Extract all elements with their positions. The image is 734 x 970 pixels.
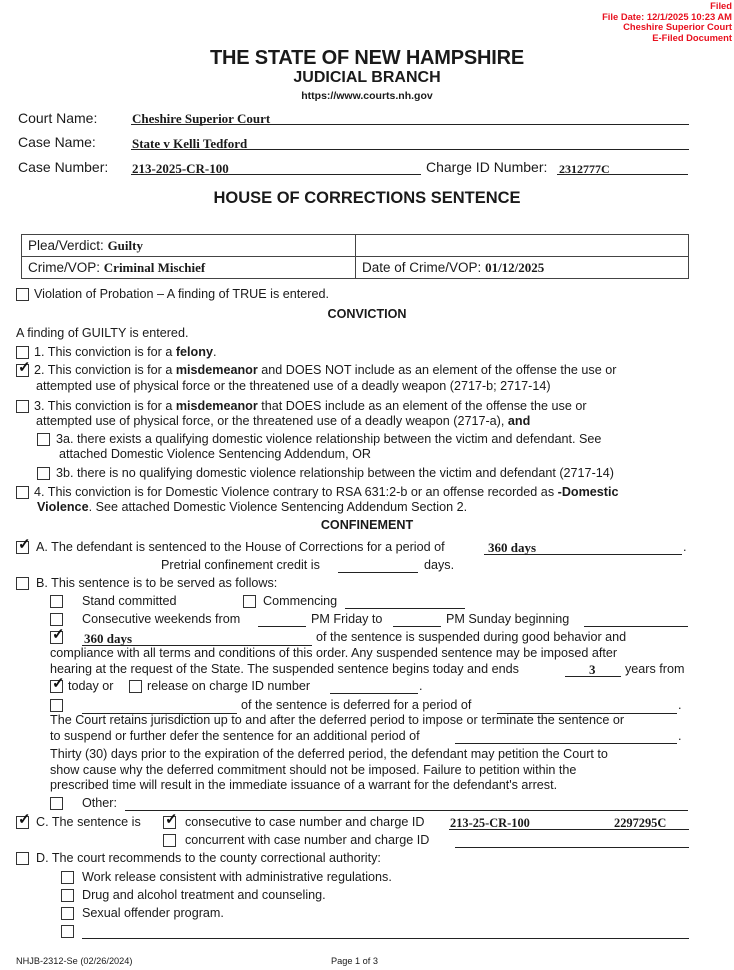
work-release-checkbox[interactable] [61,871,74,884]
from-release-checkbox[interactable] [129,680,142,693]
stand-committed-label: Stand committed [82,594,177,608]
conviction-item-4: 4. This conviction is for Domestic Violence contrary to RSA 631:2-b or an offense recorded as -Domestic [34,485,619,499]
sentence-period-checkbox[interactable] [16,536,31,554]
sentence-c-text: C. The sentence is [36,815,141,829]
consecutive-case-number[interactable]: 213-25-CR-100 [450,816,530,830]
weekends-label-2: PM Friday to [311,612,383,626]
conviction-item-3a-line2: attached Domestic Violence Sentencing Addendum, OR [59,447,372,461]
pretrial-credit-input[interactable] [338,572,418,573]
suspended-text-2: compliance with all terms and conditions of this order. Any suspended sentence may be imposed after [50,646,618,660]
weekend-friday-input[interactable] [258,626,306,627]
checkmark-icon: ✓ [18,536,31,553]
dv-relationship-checkbox[interactable] [37,433,50,446]
conviction-item-4-line2: Violence. See attached Domestic Violence Sentencing Addendum Section 2. [37,500,468,514]
consecutive-label: consecutive to case number and charge ID [185,815,425,829]
period-value[interactable]: 360 days [488,540,537,555]
felony-checkbox[interactable] [16,346,29,359]
suspended-amount[interactable]: 360 days [84,631,133,646]
release-dot: . [419,679,423,693]
served-as-follows-checkbox[interactable] [16,577,29,590]
conviction-item-2: 2. This conviction is for a misdemeanor and DOES NOT include as an element of the offense the use or [34,363,617,377]
sexual-offender-label: Sexual offender program. [82,906,224,920]
deferred-text-6: prescribed time will result in the immediate issuance of a warrant for the defendant's arrest. [50,778,558,792]
misdemeanor-force-checkbox[interactable] [16,400,29,413]
sentence-c-checkbox[interactable] [16,811,31,829]
period-dot: . [683,540,687,554]
empty-cell [356,235,689,257]
case-number-value[interactable]: 213-2025-CR-100 [132,161,229,176]
suspended-checkbox[interactable] [50,626,65,644]
today-label: today or [68,679,114,693]
concurrent-checkbox[interactable] [163,834,176,847]
charge-id-value[interactable]: 2312777C [559,162,610,176]
deferred-checkbox[interactable] [50,699,63,712]
pretrial-label: Pretrial confinement credit is [161,558,320,572]
date-value[interactable]: 01/12/2025 [485,260,545,275]
domestic-violence-checkbox[interactable] [16,486,29,499]
state-heading: THE STATE OF NEW HAMPSHIRE [209,47,525,69]
vop-text: Violation of Probation – A finding of TRUE is entered. [34,287,329,301]
drug-alcohol-checkbox[interactable] [61,889,74,902]
from-today-checkbox[interactable] [50,675,65,693]
crime-cell [22,257,356,279]
additional-period-input[interactable] [455,743,677,744]
other-input[interactable] [125,810,688,811]
suspended-years[interactable]: 3 [589,662,596,677]
form-id: NHJB-2312-Se (02/26/2024) [16,956,133,966]
charge-id-label: Charge ID Number: [426,159,548,175]
case-name-label: Case Name: [18,134,96,150]
conviction-item-2-line2: attempted use of physical force or the threatened use of a deadly weapon (2717-b; 2717-14) [36,379,551,393]
date-of-crime-cell [356,257,689,279]
other-checkbox[interactable] [50,797,63,810]
stamp-filed: Filed [710,0,732,11]
no-dv-relationship-checkbox[interactable] [37,467,50,480]
court-name-value[interactable]: Cheshire Superior Court [132,111,271,126]
deferred-text-3: to suspend or further defer the sentence for an additional period of [50,729,420,743]
weekend-sunday-input[interactable] [393,626,441,627]
deferred-text-5: show cause why the deferred commitment should not be imposed. Failure to petition within the [50,763,577,777]
plea-verdict-table [21,234,689,279]
case-name-value[interactable]: State v Kelli Tedford [132,136,248,151]
plea-value[interactable]: Guilty [107,238,143,253]
sentence-a-text: A. The defendant is sentenced to the House of Corrections for a period of [36,540,445,554]
release-charge-id-input[interactable] [330,693,418,694]
weekend-beginning-input[interactable] [584,626,688,627]
checkmark-icon: ✓ [165,811,178,828]
other-recommendation-checkbox[interactable] [61,925,74,938]
court-name-label: Court Name: [18,110,98,126]
commencing-input[interactable] [345,608,465,609]
concurrent-input[interactable] [455,847,689,848]
conviction-intro: A finding of GUILTY is entered. [16,326,189,340]
date-label: Date of Crime/VOP: [362,260,482,275]
deferred-text-4: Thirty (30) days prior to the expiration of the deferred period, the defendant may petition the Court to [50,747,608,761]
deferred-text-2: The Court retains jurisdiction up to and after the deferred period to impose or terminate the sentence or [50,713,625,727]
commencing-checkbox[interactable] [243,595,256,608]
plea-label: Plea/Verdict: [28,238,104,253]
conviction-item-3a: 3a. there exists a qualifying domestic violence relationship between the victim and defendant. See [56,432,602,446]
other-label: Other: [82,796,117,810]
conviction-heading: CONVICTION [327,307,407,321]
misdemeanor-no-force-checkbox[interactable] [16,359,31,377]
stand-committed-checkbox[interactable] [50,595,63,608]
other-recommendation-input[interactable] [82,938,689,939]
sentence-d-checkbox[interactable] [16,852,29,865]
sentence-d-text: D. The court recommends to the county correctional authority: [36,851,381,865]
commencing-label: Commencing [263,594,338,608]
work-release-label: Work release consistent with administrative regulations. [82,870,392,884]
case-number-label: Case Number: [18,159,109,175]
suspended-text-1: of the sentence is suspended during good behavior and [316,630,627,644]
additional-dot: . [678,729,682,743]
weekends-label-3: PM Sunday beginning [446,612,570,626]
conviction-item-3: 3. This conviction is for a misdemeanor that DOES include as an element of the offense the use or [34,399,587,413]
conviction-item-1: 1. This conviction is for a felony. [34,345,217,359]
checkmark-icon: ✓ [52,626,65,643]
crime-value[interactable]: Criminal Mischief [103,260,206,275]
plea-verdict-cell [22,235,356,257]
suspended-text-3: hearing at the request of the State. The suspended sentence begins today and ends [50,662,519,676]
pretrial-days-label: days. [424,558,455,572]
efiled-stamp [602,1,732,43]
branch-heading: JUDICIAL BRANCH [293,69,441,86]
suspended-text-4: years from [625,662,685,676]
vop-checkbox[interactable] [16,288,29,301]
stamp-efiled: E-Filed Document [652,31,732,43]
consecutive-charge-id[interactable]: 2297295C [614,816,667,830]
checkmark-icon: ✓ [52,675,65,692]
sexual-offender-checkbox[interactable] [61,907,74,920]
document-title: HOUSE OF CORRECTIONS SENTENCE [213,189,521,207]
sentence-b-text: B. This sentence is to be served as follows: [36,576,278,590]
confinement-heading: CONFINEMENT [320,518,414,532]
conviction-item-3-line2: attempted use of physical force, or the threatened use of a deadly weapon (2717-a), and [36,414,531,428]
weekends-label-1: Consecutive weekends from [82,612,241,626]
deferred-dot: . [678,698,682,712]
deferred-text-1: of the sentence is deferred for a period of [241,698,472,712]
checkmark-icon: ✓ [18,359,31,376]
page-number: Page 1 of 3 [331,956,378,966]
concurrent-label: concurrent with case number and charge ID [185,833,430,847]
conviction-item-3b: 3b. there is no qualifying domestic violence relationship between the victim and defendant (2717-14) [56,466,614,480]
stamp-court: Cheshire Superior Court [623,21,732,32]
consecutive-checkbox[interactable] [163,811,178,829]
court-url: https://www.courts.nh.gov [301,90,433,102]
release-label: release on charge ID number [147,679,311,693]
drug-alcohol-label: Drug and alcohol treatment and counseling. [82,888,326,902]
crime-label: Crime/VOP: [28,260,101,275]
weekends-checkbox[interactable] [50,613,63,626]
checkmark-icon: ✓ [18,811,31,828]
stamp-file-date: File Date: 12/1/2025 10:23 AM [602,10,732,22]
